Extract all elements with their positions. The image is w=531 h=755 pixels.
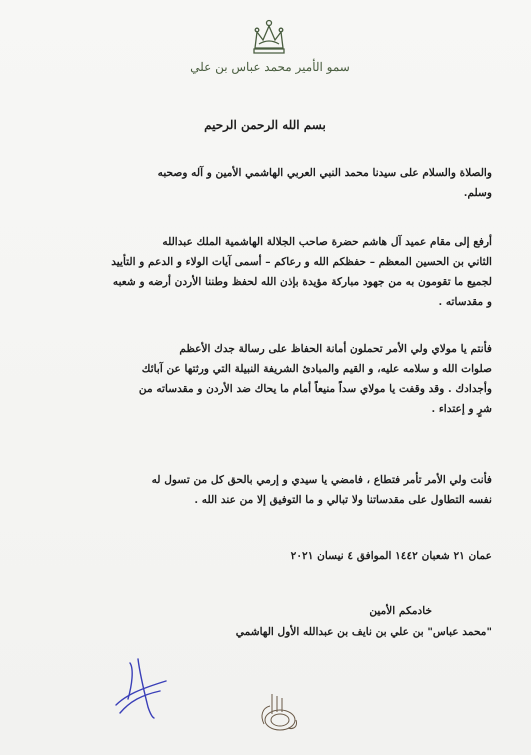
paragraph-1 — [40, 163, 492, 203]
text-line: فأنت ولي الأمر تأمر فتطاع ، فامضي يا سيدي و إرمي بالحق كل من تسول له — [151, 474, 492, 486]
text-line: فأنتم يا مولاي ولي الأمر تحملون أمانة الحفاظ على رسالة جدك الأعظم — [179, 343, 492, 355]
paragraph-4 — [40, 470, 492, 510]
tughra-seal — [258, 690, 300, 735]
closing-title: خادمكم الأمين — [369, 605, 432, 617]
crown-icon — [249, 18, 289, 56]
paragraph-2 — [40, 232, 492, 312]
text-line: شرٍ و إعتداء . — [431, 403, 492, 415]
text-line: وسلم. — [463, 187, 492, 199]
letter-date: عمان ٢١ شعبان ١٤٤٢ الموافق ٤ نيسان ٢٠٢١ — [290, 550, 492, 562]
text-line: و مقدساته . — [438, 296, 492, 308]
text-line: والصلاة والسلام على سيدنا محمد النبي العربي الهاشمي الأمين و آله وصحبه — [157, 167, 492, 179]
text-line: لجميع ما تقومون به من جهود مباركة مؤيدة بإذن الله لحفظ وطننا الأردن أرضه و شعبه — [112, 276, 492, 288]
closing-block — [200, 605, 492, 638]
signature — [110, 655, 170, 720]
text-line: وأجدادك . وقد وقفت يا مولاي سداً منيعاً أمام ما يحاك ضد الأردن و مقدساته من — [138, 383, 492, 395]
text-line: أرفع إلى مقام عميد آل هاشم حضرة صاحب الجلالة الهاشمية الملك عبدالله — [162, 236, 492, 248]
text-line: الثاني بن الحسين المعظم – حفظكم الله و رعاكم – أسمى آيات الولاء و الدعم و التأييد — [111, 256, 492, 268]
paragraph-3 — [40, 339, 492, 419]
basmala: بسم الله الرحمن الرحيم — [204, 118, 326, 132]
letterhead-title: سمو الأمير محمد عباس بن علي — [190, 60, 350, 74]
text-line: صلوات الله و سلامه عليه، و القيم والمبادئ الشريفة النبيلة التي ورثتها عن آبائك — [141, 363, 492, 375]
text-line: نفسه التطاول على مقدساتنا ولا تبالي و ما التوفيق إلا من عند الله . — [194, 494, 492, 506]
signatory-name: "محمد عباس" بن علي بن نايف بن عبدالله الأول الهاشمي — [235, 626, 492, 638]
